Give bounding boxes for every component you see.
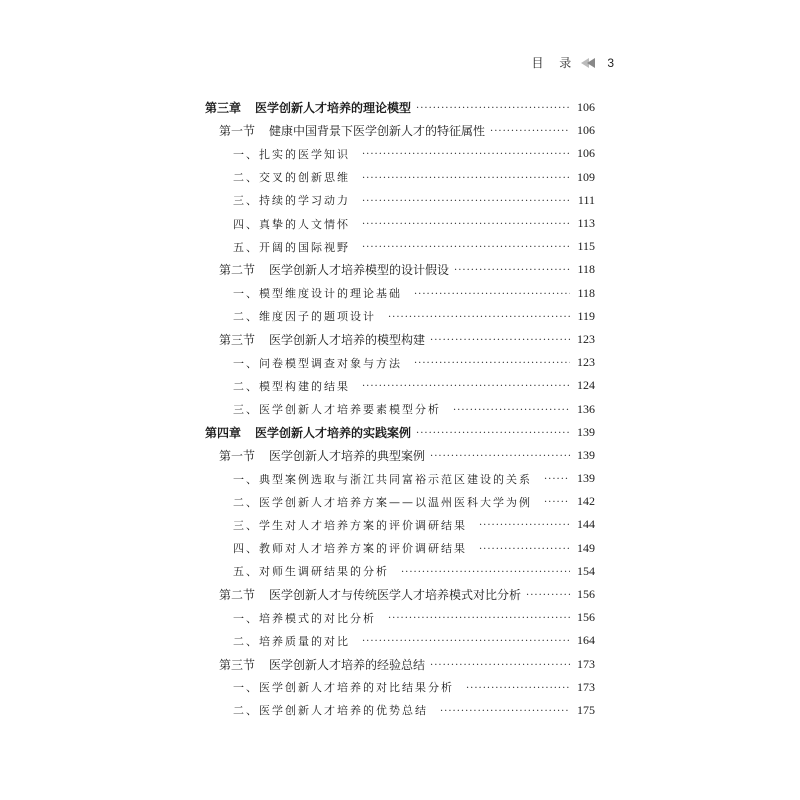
toc-leader-dots — [362, 149, 570, 160]
toc-item-row[interactable] — [205, 397, 595, 420]
header-page-number: 3 — [607, 55, 614, 70]
toc-entry-title — [205, 355, 404, 371]
toc-entry-title — [205, 239, 352, 255]
toc-entry-title — [205, 494, 534, 510]
toc-entry-number: 第三节 — [219, 332, 256, 347]
toc-entry-label: 医学创新人才培养的实践案例 — [255, 425, 412, 440]
toc-entry-label: 四、真挚的人文情怀 — [233, 217, 350, 231]
toc-page-number: 111 — [577, 192, 595, 207]
toc-entry-label: 二、交叉的创新思维 — [233, 171, 350, 185]
toc-page-number: 154 — [577, 563, 595, 578]
toc-item-row[interactable] — [205, 235, 595, 258]
toc-page-number: 144 — [577, 517, 595, 532]
toc-entry-label: 一、医学创新人才培养的对比结果分析 — [233, 681, 454, 695]
toc-leader-dots — [453, 405, 570, 416]
toc-page-number: 156 — [577, 610, 595, 625]
toc-entry-label: 二、维度因子的题项设计 — [233, 310, 376, 324]
toc-entry-number: 第二节 — [219, 263, 256, 278]
toc-page-number: 123 — [577, 331, 595, 346]
toc-leader-dots — [362, 173, 570, 184]
toc-entry-label: 医学创新人才培养的经验总结 — [269, 657, 426, 672]
toc-page-number: 123 — [577, 355, 595, 370]
toc-entry-title — [205, 517, 469, 533]
toc-chapter-row[interactable] — [205, 96, 595, 119]
toc-page-number: 136 — [577, 401, 595, 416]
toc-entry-title — [205, 285, 404, 301]
toc-item-row[interactable] — [205, 212, 595, 235]
toc-item-row[interactable] — [205, 142, 595, 165]
toc-page-number: 156 — [577, 587, 595, 602]
toc-entry-label: 医学创新人才培养的模型构建 — [269, 332, 426, 347]
toc-entry-title — [205, 192, 352, 208]
toc-leader-dots — [414, 358, 570, 369]
toc-entry-number: 第四章 — [205, 425, 242, 440]
toc-entry-label: 一、扎实的医学知识 — [233, 147, 350, 161]
toc-page-number: 139 — [577, 471, 595, 486]
toc-entry-label: 四、教师对人才培养方案的评价调研结果 — [233, 542, 467, 556]
toc-page-number: 164 — [577, 633, 595, 648]
toc-entry-title — [205, 122, 487, 139]
toc-leader-dots — [362, 636, 570, 647]
toc-item-row[interactable] — [205, 560, 595, 583]
toc-section-row[interactable] — [205, 583, 595, 606]
toc-entry-title — [205, 702, 430, 718]
toc-leader-dots — [362, 381, 570, 392]
toc-page-number: 175 — [577, 702, 595, 717]
toc-item-row[interactable] — [205, 537, 595, 560]
toc-entry-label: 一、培养模式的对比分析 — [233, 611, 376, 625]
toc-page-number: 139 — [577, 447, 595, 462]
toc-leader-dots — [416, 428, 570, 439]
toc-page-number: 173 — [577, 656, 595, 671]
toc-entry-title — [205, 378, 352, 394]
toc-section-row[interactable] — [205, 328, 595, 351]
toc-page-number: 106 — [577, 146, 595, 161]
toc-page-number: 142 — [577, 494, 595, 509]
toc-entry-title — [205, 610, 378, 626]
toc-page-number: 119 — [577, 308, 595, 323]
toc-entry-title — [205, 679, 456, 695]
toc-leader-dots — [401, 567, 570, 578]
toc-entry-label: 二、模型构建的结果 — [233, 379, 350, 393]
toc-item-row[interactable] — [205, 629, 595, 652]
toc-entry-number: 第二节 — [219, 588, 256, 603]
toc-entry-label: 三、医学创新人才培养要素模型分析 — [233, 403, 441, 417]
header-section-title: 目 录 — [531, 56, 578, 70]
toc-entry-label: 健康中国背景下医学创新人才的特征属性 — [269, 124, 486, 139]
toc-leader-dots — [479, 544, 570, 555]
toc-item-row[interactable] — [205, 467, 595, 490]
toc-leader-dots — [388, 312, 570, 323]
toc-page-number: 139 — [577, 424, 595, 439]
toc-section-row[interactable] — [205, 444, 595, 467]
toc-entry-title — [205, 447, 427, 464]
toc-entry-title — [205, 633, 352, 649]
toc-item-row[interactable] — [205, 374, 595, 397]
header-arrow-icon — [579, 57, 599, 69]
toc-entry-title — [205, 401, 443, 417]
toc-item-row[interactable] — [205, 305, 595, 328]
toc-item-row[interactable] — [205, 490, 595, 513]
toc-page-number: 106 — [577, 100, 595, 115]
toc-leader-dots — [544, 474, 570, 485]
toc-entry-title — [205, 261, 451, 278]
toc-page-number: 118 — [577, 262, 595, 277]
toc-item-row[interactable] — [205, 282, 595, 305]
toc-page-number: 106 — [577, 123, 595, 138]
toc-leader-dots — [526, 590, 570, 601]
toc-leader-dots — [440, 706, 570, 717]
toc-entry-title — [205, 656, 427, 673]
toc-item-row[interactable] — [205, 513, 595, 536]
toc-entry-number: 第三章 — [205, 101, 242, 116]
toc-leader-dots — [362, 242, 570, 253]
toc-entry-title — [205, 331, 427, 348]
toc-chapter-row[interactable] — [205, 421, 595, 444]
toc-entry-number: 第一节 — [219, 448, 256, 463]
toc-leader-dots — [362, 196, 570, 207]
toc-entry-label: 医学创新人才培养模型的设计假设 — [269, 263, 450, 278]
toc-leader-dots — [362, 219, 570, 230]
toc-item-row[interactable] — [205, 606, 595, 629]
toc-entry-label: 医学创新人才培养的典型案例 — [269, 448, 426, 463]
toc-entry-title — [205, 216, 352, 232]
toc-entry-label: 五、开阔的国际视野 — [233, 240, 350, 254]
toc-entry-label: 医学创新人才培养的理论模型 — [255, 101, 412, 116]
toc-leader-dots — [479, 520, 570, 531]
toc-entry-label: 三、持续的学习动力 — [233, 194, 350, 208]
toc-leader-dots — [430, 660, 570, 671]
toc-entry-label: 二、医学创新人才培养的优势总结 — [233, 704, 428, 718]
toc-entry-number: 第三节 — [219, 657, 256, 672]
toc-item-row[interactable] — [205, 699, 595, 722]
toc-entry-title — [205, 308, 378, 324]
toc-leader-dots — [544, 497, 570, 508]
toc-section-row[interactable] — [205, 653, 595, 676]
toc-entry-label: 一、模型维度设计的理论基础 — [233, 287, 402, 301]
toc-entry-label: 二、医学创新人才培养方案——以温州医科大学为例 — [233, 495, 532, 509]
toc-entry-label: 三、学生对人才培养方案的评价调研结果 — [233, 518, 467, 532]
toc-entry-title — [205, 146, 352, 162]
toc-page-number: 113 — [577, 216, 595, 231]
toc-page-number: 149 — [577, 540, 595, 555]
toc-leader-dots — [490, 126, 570, 137]
toc-entry-title — [205, 99, 413, 116]
table-of-contents — [205, 96, 595, 722]
toc-item-row[interactable] — [205, 676, 595, 699]
toc-section-row[interactable] — [205, 119, 595, 142]
toc-entry-title — [205, 424, 413, 441]
toc-entry-label: 二、培养质量的对比 — [233, 634, 350, 648]
toc-entry-label: 一、问卷模型调查对象与方法 — [233, 356, 402, 370]
toc-page-number: 109 — [577, 169, 595, 184]
toc-entry-label: 五、对师生调研结果的分析 — [233, 565, 389, 579]
toc-entry-title — [205, 471, 534, 487]
toc-item-row[interactable] — [205, 189, 595, 212]
toc-page-number: 124 — [577, 378, 595, 393]
toc-page-number: 118 — [577, 285, 595, 300]
toc-leader-dots — [414, 289, 570, 300]
toc-entry-label: 一、典型案例选取与浙江共同富裕示范区建设的关系 — [233, 472, 532, 486]
toc-leader-dots — [430, 335, 570, 346]
running-header — [531, 54, 614, 71]
toc-entry-title — [205, 169, 352, 185]
toc-entry-title — [205, 540, 469, 556]
toc-entry-number: 第一节 — [219, 124, 256, 139]
toc-entry-label: 医学创新人才与传统医学人才培养模式对比分析 — [269, 588, 522, 603]
toc-leader-dots — [454, 265, 570, 276]
toc-entry-title — [205, 563, 391, 579]
toc-item-row[interactable] — [205, 351, 595, 374]
toc-page-number: 115 — [577, 239, 595, 254]
toc-leader-dots — [416, 103, 570, 114]
toc-page-number: 173 — [577, 679, 595, 694]
toc-leader-dots — [466, 683, 570, 694]
toc-leader-dots — [388, 613, 570, 624]
toc-section-row[interactable] — [205, 258, 595, 281]
toc-leader-dots — [430, 451, 570, 462]
toc-item-row[interactable] — [205, 166, 595, 189]
toc-entry-title — [205, 586, 523, 603]
